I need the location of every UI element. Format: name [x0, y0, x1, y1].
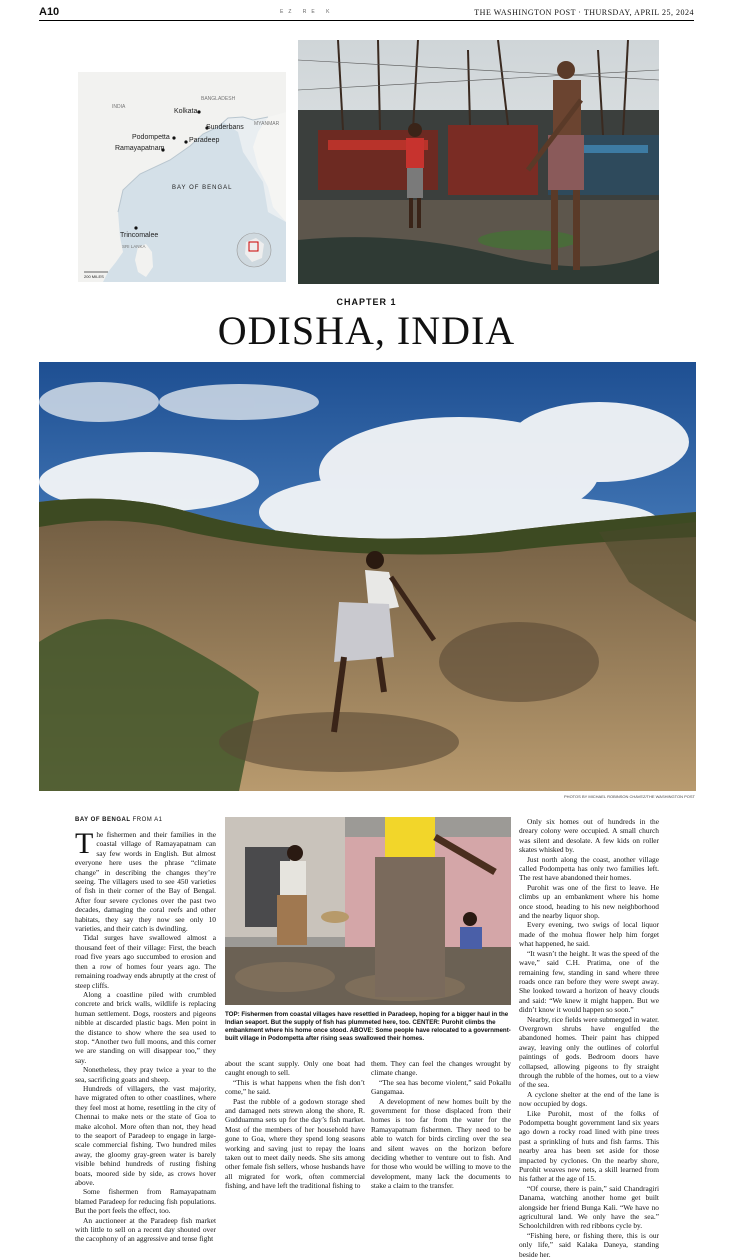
- map-label-ramayapatnam: Ramayapatnam: [115, 145, 165, 152]
- kicker-from: FROM A1: [132, 817, 163, 823]
- paragraph: Like Purohit, most of the folks of Podompetta bought government land six years ago down a rocky road lined with pine trees past a sprinkling of huts and fish farms. This nearby area has been set aside for those impacted by cyclones. On the nearby shore, Purohit weaves new nets, a skill learned from his father at the age of 15.: [519, 1108, 659, 1184]
- photo-fishermen-boats: [298, 40, 659, 284]
- photo-purohit-embankment: [39, 362, 696, 791]
- map-label-podompetta: Podompetta: [132, 134, 170, 141]
- map-label-trincomalee: Trincomalee: [120, 232, 159, 239]
- paragraph: Nearby, rice fields were submerged in water. Overgrown shrubs have engulfed the abandoned homes. Their paint has chipped away, leaving only the outlines of colorful paintings of gods. Bedroom doors have collapsed, allowing pigeons to fly straight through the rubble of the homes, out to a view of the sea.: [519, 1014, 659, 1090]
- map-label-myanmar: MYANMAR: [254, 121, 280, 127]
- article-column-4: [519, 817, 659, 1259]
- map-label-bay-of-bengal: BAY OF BENGAL: [172, 185, 233, 191]
- paragraph: “This is what happens when the fish don’t come,” he said.: [225, 1077, 365, 1097]
- map-label-bangladesh: BANGLADESH: [201, 96, 236, 102]
- kicker-section: BAY OF BENGAL: [75, 817, 131, 823]
- map-label-sri-lanka: SRI LANKA: [122, 244, 146, 249]
- paragraph: A development of new homes built by the government for those displaced from their homes is too far from the water for the Ramayapatnam fishermen. They need to be able to watch for birds circling over the sea and silent waves on the horizon before deciding whether to venture out to fish. And for those who would be willing to move to the development, many lack the documents to stake a claim to the transfer.: [371, 1096, 511, 1191]
- map-label-kolkata: Kolkata: [174, 108, 198, 115]
- paragraph: “It wasn’t the height. It was the speed of the wave,” said C.H. Pratima, one of the remaining few, standing in sand where three roads once ran before they were swept away. She looked toward a horizon of heavy clouds and said: “We knew it might happen. But we didn’t know it would happen so soon.”: [519, 948, 659, 1015]
- map-label-sunderbans: Sunderbans: [206, 124, 244, 131]
- boats-image: [298, 40, 659, 284]
- paragraph: Tidal surges have swallowed almost a thousand feet of their village: First, the beach road five years ago succumbed to erosion and then a row of homes four years ago. The remaining roadway ends abruptly at the crest of steep cliffs.: [75, 933, 216, 990]
- paragraph: Hundreds of villagers, the vast majority, have migrated often to other coastlines, where they feel most at home, resettling in the city of Chennai to make nets or the state of Goa to make alcohol. More often than not, they head to the seaport of Paradeep to engage in large-scale commercial fishing. Two hundred miles away, the gloomy gray-green water is barely visible behind hundreds of rusting fishing boats, moored side by side, as crows hover above.: [75, 1083, 216, 1188]
- paragraph: Every evening, two swigs of local liquor made of the mohua flower help him forget what happened, he said.: [519, 920, 659, 949]
- header-rule: [39, 20, 694, 21]
- paragraph: “The sea has become violent,” said Pokallu Gangamaa.: [371, 1077, 511, 1097]
- photo-podompetta-village: [225, 817, 511, 1005]
- paragraph: An auctioneer at the Paradeep fish market with little to sell on a recent day shouted over the cacophony of an aggressive and tense fight: [75, 1215, 216, 1244]
- paragraph: Purohit was one of the first to leave. He climbs up an embankment where his home once stood, heading to his new neighborhood and the nearby liquor shop.: [519, 882, 659, 921]
- article-column-1: [75, 827, 216, 1244]
- article-column-2: [225, 1059, 365, 1191]
- paragraph: Some fishermen from Ramayapatnam blamed Paradeep for reducing fish populations. But the port feels the effect, too.: [75, 1187, 216, 1216]
- paragraph: Only six homes out of hundreds in the dreary colony were occupied. A small church was silent and desolate. A few kids on roller skates whisked by.: [519, 817, 659, 855]
- map-label-india: INDIA: [112, 104, 126, 110]
- jump-kicker: [75, 817, 162, 823]
- paragraph: Just north along the coast, another village called Podompetta has only two families left. The rest have abandoned their homes.: [519, 854, 659, 883]
- map-graphic: [78, 72, 286, 282]
- drop-cap: T: [75, 827, 94, 860]
- map-label-paradeep: Paradeep: [189, 137, 220, 144]
- masthead-dateline: THE WASHINGTON POST · THURSDAY, APRIL 25, 2024: [474, 8, 694, 17]
- photo-caption: [225, 1011, 511, 1043]
- chapter-label: CHAPTER 1: [336, 297, 397, 307]
- photo-credit: PHOTOS BY MICHAEL ROBINSON CHAVEZ/THE WASHINGTON POST: [564, 794, 695, 799]
- paragraph: Past the rubble of a godown storage shed and damaged nets strewn along the shore, R. Gudduamma sets up for the day’s fish market. Most of the members of her household have gone to Goa, where they spend long seasons working and saving just to repay the loans taken out to meet daily needs. She sits among other female fish sellers, whose husbands have all migrated for work, often commercial fishing, and have left the traditional fishing to: [225, 1096, 365, 1191]
- paragraph: them. They can feel the changes wrought by climate change.: [371, 1059, 511, 1078]
- caption-text: TOP: Fishermen from coastal villages have resettled in Paradeep, hoping for a bigger haul in the Indian seaport. But the supply of fish has plummeted here, too. CENTER: Purohit climbs the embankment where his home once stood. ABOVE: Some people have relocated to a government-built village in Podompetta after rising seas swallowed their homes.: [225, 1011, 511, 1042]
- paragraph: A cyclone shelter at the end of the lane is now occupied by dogs.: [519, 1089, 659, 1109]
- article-column-3: [371, 1059, 511, 1191]
- locator-map: [78, 72, 286, 282]
- paragraph: Along a coastline piled with crumbled concrete and brick walls, wildlife is replacing human settlement. Dogs, roosters and pigeons nibble at discarded plastic bags. Men point in the distance to show where the sea used to stop. “Another two full moons, and this corner we are standing on will disappear too,” they say.: [75, 989, 216, 1065]
- paragraph: about the scant supply. Only one boat had caught enough to sell.: [225, 1059, 365, 1078]
- paragraph: “Of course, there is pain,” said Chandragiri Danama, watching another home get built alongside her friend Bunga Kali. “We have no agricultural land. We only have the sea.” Schoolchildren with red ribbons cycle by.: [519, 1183, 659, 1231]
- paragraph: “Fishing here, or fishing there, this is our only life,” said Kalaka Daneya, standing beside her.: [519, 1230, 659, 1259]
- village-image: [225, 817, 511, 1005]
- edition-mark: EZ RE K: [280, 9, 335, 15]
- map-scale-label: 200 MILES: [84, 274, 104, 279]
- paragraph-1: The fishermen and their families in the coastal village of Ramayapatnam can say few words in English. But almost everyone here uses the phrase “climate change” in describing the changes they’re seeing. The villagers used to see 450 varieties of fish in their corner of the Bay of Bengal. After four severe cyclones over the past two decades, damaging the coral reefs and other habitats, they say they now see only 10 varieties, and their catch is dwindling.: [75, 827, 216, 934]
- paragraph: Nonetheless, they pray twice a year to the sea, sacrificing goats and sheep.: [75, 1065, 216, 1084]
- chapter-title: ODISHA, INDIA: [217, 308, 516, 353]
- embankment-image: [39, 362, 696, 791]
- page-number: A10: [39, 6, 60, 18]
